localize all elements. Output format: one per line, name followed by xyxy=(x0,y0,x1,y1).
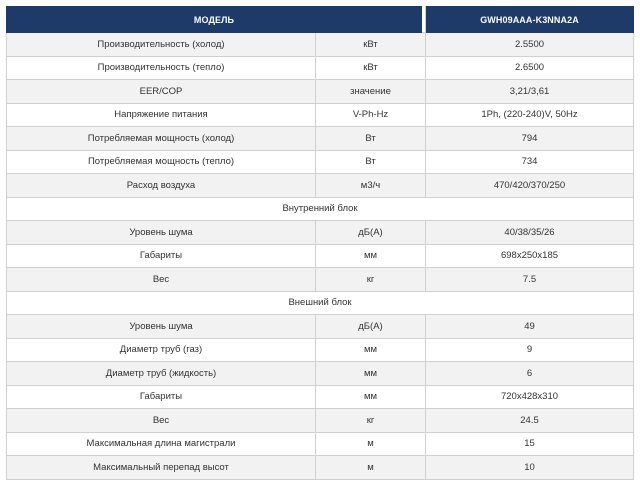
param-cell: Максимальная длина магистрали xyxy=(7,432,316,456)
unit-cell: значение xyxy=(316,80,426,104)
param-cell: EER/COP xyxy=(7,80,316,104)
param-cell: Вес xyxy=(7,409,316,433)
param-cell: Расход воздуха xyxy=(7,174,316,198)
value-cell: 9 xyxy=(426,338,634,362)
param-cell: Производительность (холод) xyxy=(7,33,316,57)
table-row xyxy=(7,103,634,127)
section-title: Внешний блок xyxy=(7,291,634,315)
table-row xyxy=(7,362,634,386)
value-cell: 40/38/35/26 xyxy=(426,221,634,245)
model-value-header: GWH09AAA-K3NNA2A xyxy=(426,7,634,33)
table-row xyxy=(7,174,634,198)
value-cell: 15 xyxy=(426,432,634,456)
section-title: Внутренний блок xyxy=(7,197,634,221)
unit-cell: м xyxy=(316,432,426,456)
unit-cell: Вт xyxy=(316,150,426,174)
value-cell: 2.6500 xyxy=(426,56,634,80)
value-cell: 1Ph, (220-240)V, 50Hz xyxy=(426,103,634,127)
spec-table xyxy=(6,6,634,480)
param-cell: Потребляемая мощность (тепло) xyxy=(7,150,316,174)
table-row xyxy=(7,338,634,362)
unit-cell: кг xyxy=(316,409,426,433)
unit-cell: мм xyxy=(316,244,426,268)
value-cell: 24.5 xyxy=(426,409,634,433)
value-cell: 720x428x310 xyxy=(426,385,634,409)
unit-cell: V-Ph-Hz xyxy=(316,103,426,127)
value-cell: 10 xyxy=(426,456,634,480)
param-cell: Уровень шума xyxy=(7,315,316,339)
unit-cell: м3/ч xyxy=(316,174,426,198)
table-row xyxy=(7,221,634,245)
param-cell: Производительность (тепло) xyxy=(7,56,316,80)
param-cell: Максимальный перепад высот xyxy=(7,456,316,480)
table-header-row xyxy=(7,7,634,33)
spec-table-body xyxy=(7,33,634,480)
param-cell: Габариты xyxy=(7,244,316,268)
value-cell: 470/420/370/250 xyxy=(426,174,634,198)
unit-cell: кг xyxy=(316,268,426,292)
table-row xyxy=(7,385,634,409)
table-row xyxy=(7,33,634,57)
table-row xyxy=(7,150,634,174)
value-cell: 794 xyxy=(426,127,634,151)
value-cell: 6 xyxy=(426,362,634,386)
unit-cell: м xyxy=(316,456,426,480)
unit-cell: мм xyxy=(316,338,426,362)
section-row xyxy=(7,291,634,315)
param-cell: Диаметр труб (газ) xyxy=(7,338,316,362)
param-cell: Габариты xyxy=(7,385,316,409)
table-row xyxy=(7,56,634,80)
param-cell: Вес xyxy=(7,268,316,292)
param-cell: Диаметр труб (жидкость) xyxy=(7,362,316,386)
unit-cell: дБ(А) xyxy=(316,221,426,245)
value-cell: 2.5500 xyxy=(426,33,634,57)
table-row xyxy=(7,268,634,292)
table-row xyxy=(7,456,634,480)
unit-cell: Вт xyxy=(316,127,426,151)
unit-cell: мм xyxy=(316,385,426,409)
value-cell: 7.5 xyxy=(426,268,634,292)
table-row xyxy=(7,315,634,339)
table-row xyxy=(7,409,634,433)
param-cell: Напряжение питания xyxy=(7,103,316,127)
value-cell: 49 xyxy=(426,315,634,339)
table-row xyxy=(7,244,634,268)
unit-cell: кВт xyxy=(316,56,426,80)
unit-cell: дБ(А) xyxy=(316,315,426,339)
model-label-header: МОДЕЛЬ xyxy=(7,7,422,33)
unit-cell: кВт xyxy=(316,33,426,57)
section-row xyxy=(7,197,634,221)
value-cell: 698x250x185 xyxy=(426,244,634,268)
value-cell: 3,21/3,61 xyxy=(426,80,634,104)
param-cell: Уровень шума xyxy=(7,221,316,245)
table-row xyxy=(7,127,634,151)
table-row xyxy=(7,80,634,104)
param-cell: Потребляемая мощность (холод) xyxy=(7,127,316,151)
table-row xyxy=(7,432,634,456)
unit-cell: мм xyxy=(316,362,426,386)
value-cell: 734 xyxy=(426,150,634,174)
